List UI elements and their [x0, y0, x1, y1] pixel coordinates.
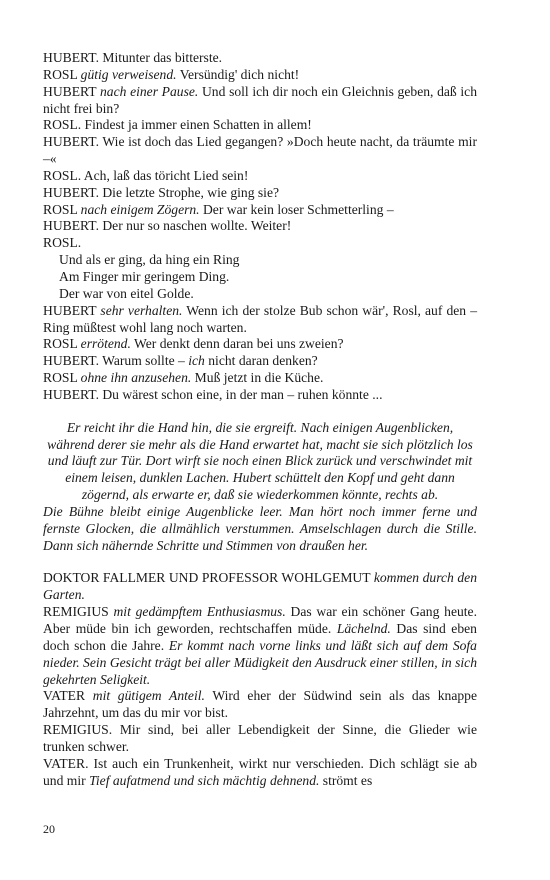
stage-direction-pause: Die Bühne bleibt einige Augenblicke leer. Man hört noch immer ferne und fernste Glocken, die allmählich verstummen. Amselschlagen durch die Stille. Dann sich nähernde Schritte und Stimmen von draußen her. — [43, 503, 477, 553]
dialogue-line — [43, 168, 477, 185]
speaker-name: ROSL — [43, 201, 78, 217]
stage-direction-exit: Er reicht ihr die Hand hin, die sie ergreift. Nach einigen Augenblicken, während derer sie mehr als die Hand erwartet hat, macht sie sich plötzlich los und läuft zur Tür. Dort wirft sie noch einen Blick zurück und verschwindet mit einem leisen, dunklen Lachen. Hubert schüttelt den Kopf und geht dann zögernd, als erwarte er, daß sie wiederkommen könnte, rechts ab. — [47, 419, 473, 503]
line-text: Der war kein loser Schmetterling – — [199, 201, 394, 217]
stage-cue: kommen durch den Garten. — [43, 570, 477, 603]
speaker-name: ROSL — [43, 336, 78, 352]
line-text: Wer denkt denn daran bei uns zweien? — [130, 336, 344, 352]
dialogue-line — [43, 235, 477, 252]
stage-cue: nach einer Pause. — [99, 83, 199, 99]
verse-line: Und als er ging, da hing ein Ring — [59, 252, 240, 268]
speaker-name: HUBERT — [43, 50, 96, 65]
line-text: Und soll ich dir noch ein Gleichnis geben, daß ich nicht frei bin? — [43, 83, 477, 116]
line-text: . Findest ja immer einen Schatten in allem! — [77, 117, 312, 133]
page-number: 20 — [43, 822, 55, 836]
dialogue-line — [43, 336, 477, 353]
line-text: . Wie ist doch das Lied gegangen? »Doch heute nacht, da träumte mir –« — [43, 134, 477, 167]
dialogue-block-2 — [43, 303, 477, 404]
speaker-name: HUBERT — [43, 386, 96, 402]
speaker-name: DOKTOR FALLMER UND PROFESSOR WOHLGEMUT — [43, 570, 371, 586]
speaker-name: HUBERT — [43, 218, 96, 234]
speaker-name: ROSL — [43, 235, 78, 251]
dialogue-line — [43, 117, 477, 134]
speaker-name: HUBERT — [43, 134, 96, 150]
stage-cue: gütig verweisend. — [80, 66, 177, 82]
line-text: Versündig' dich nicht! — [176, 66, 300, 82]
line-text: Muß jetzt in die Küche. — [191, 370, 324, 386]
dialogue-line — [43, 134, 477, 168]
speaker-name: ROSL — [43, 167, 78, 183]
line-emphasis: ich — [188, 353, 205, 369]
verse-line: Am Finger mir geringem Ding. — [59, 268, 230, 284]
speaker-name: ROSL — [43, 66, 78, 82]
verse-line: Der war von eitel Golde. — [59, 285, 194, 301]
vater-line-1: VATER mit gütigem Anteil. Wird eher der Südwind sein als das knappe Jahrzehnt, um das du mir vor bist. — [43, 688, 477, 721]
line-text: Wenn ich der stolze Bub schon wär', Rosl, auf den – Ring müßtest wohl lang noch warten. — [43, 302, 477, 335]
dialogue-line — [43, 218, 477, 235]
dialogue-line — [43, 202, 477, 219]
dialogue-line — [43, 50, 477, 67]
line-text: . Die letzte Strophe, wie ging sie? — [95, 184, 280, 200]
line-text: . Der nur so naschen wollte. Weiter! — [95, 218, 292, 234]
speaker-name: ROSL — [43, 370, 78, 386]
speaker-name: HUBERT — [43, 184, 96, 200]
line-text: . Warum sollte – — [95, 353, 189, 369]
speaker-name: HUBERT — [43, 83, 97, 99]
line-text: . — [77, 235, 82, 251]
stage-cue: ohne ihn anzusehen. — [80, 370, 192, 386]
dialogue-line — [43, 353, 477, 370]
dialogue-line — [43, 387, 477, 404]
line-text: . Ach, laß das töricht Lied sein! — [77, 167, 249, 183]
vater-line-2: VATER. Ist auch ein Trunkenheit, wirkt nur verschieden. Dich schlägt sie ab und mir Tief aufatmend und sich mächtig dehnend. strömt es — [43, 755, 477, 788]
speaker-name: REMIGIUS — [43, 604, 109, 620]
verse-block — [43, 252, 477, 303]
speaker-name: ROSL — [43, 117, 78, 133]
speaker-name: HUBERT — [43, 353, 96, 369]
speaker-name: VATER — [43, 688, 86, 704]
stage-cue: sehr verhalten. — [100, 302, 183, 318]
remigius-line-1: REMIGIUS mit gedämpftem Enthusiasmus. Das war ein schöner Gang heute. Aber müde bin ich geworden, rechtschaffen müde. Lächelnd. Das sind eben doch schon die Jahre. Er kommt nach vorne links und läßt sich auf dem Sofa nieder. Sein Gesicht trägt bei aller Müdigkeit den Ausdruck einer stillen, in sich gekehrten Seligkeit. — [43, 604, 477, 687]
entrance-line — [43, 570, 477, 604]
dialogue-line — [43, 370, 477, 387]
dialogue-line — [43, 67, 477, 84]
page-body — [43, 50, 477, 789]
speaker-name: VATER — [43, 755, 86, 771]
speaker-name: REMIGIUS — [43, 722, 109, 738]
line-text: . Du wärest schon eine, in der man – ruhen könnte ... — [95, 386, 383, 402]
stage-cue: errötend. — [80, 336, 131, 352]
speaker-name: HUBERT — [43, 302, 97, 318]
dialogue-block-1 — [43, 50, 477, 252]
dialogue-line — [43, 185, 477, 202]
line-text: nicht daran denken? — [204, 353, 318, 369]
line-text: . Mitunter das bitterste. — [95, 50, 223, 65]
stage-cue: nach einigem Zögern. — [80, 201, 200, 217]
remigius-line-2: REMIGIUS. Mir sind, bei aller Lebendigkeit der Sinne, die Glieder wie trunken schwer. — [43, 722, 477, 754]
dialogue-line — [43, 303, 477, 337]
dialogue-line — [43, 84, 477, 118]
